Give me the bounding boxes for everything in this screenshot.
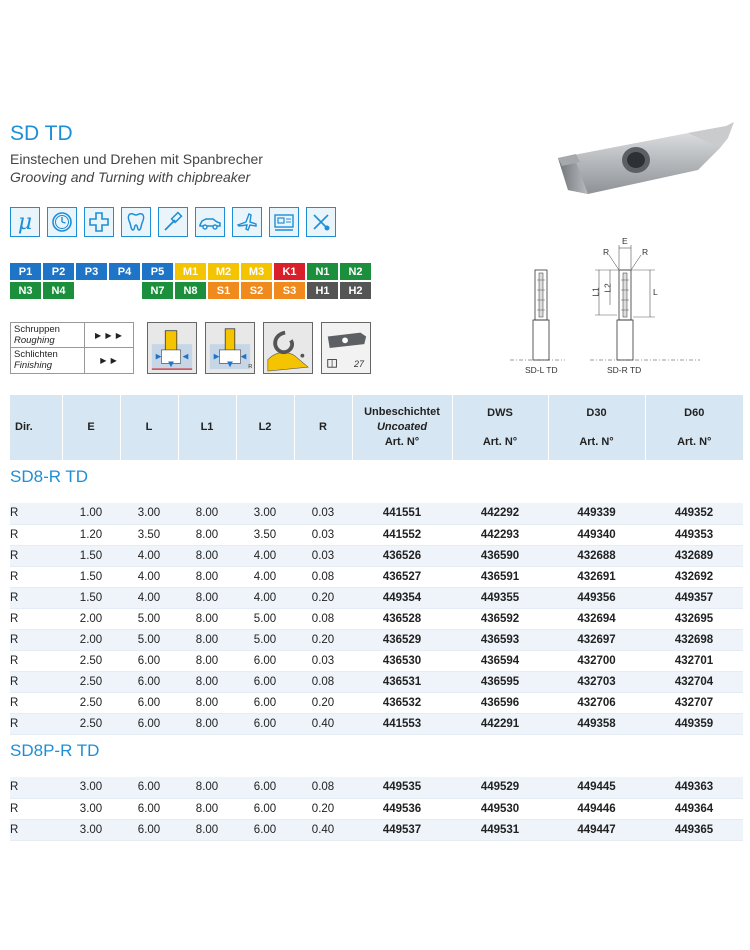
table-row bbox=[10, 650, 743, 671]
table-cell: 8.00 bbox=[178, 650, 236, 671]
material-h2: H2 bbox=[340, 282, 371, 299]
grooving-operation-image bbox=[147, 322, 197, 374]
turning-operation-image bbox=[205, 322, 255, 374]
svg-text:R: R bbox=[248, 364, 253, 371]
table-cell: R bbox=[10, 650, 62, 671]
table-cell: 5.00 bbox=[236, 629, 294, 650]
material-p2: P2 bbox=[43, 263, 74, 280]
sd-l-td-label: SD-L TD bbox=[525, 365, 558, 375]
table-cell: 449530 bbox=[452, 798, 548, 819]
header-l1: L1 bbox=[178, 395, 236, 460]
header-e: E bbox=[62, 395, 120, 460]
table-cell: 8.00 bbox=[178, 671, 236, 692]
article-table bbox=[10, 395, 743, 841]
table-cell: 2.50 bbox=[62, 650, 120, 671]
table-cell: R bbox=[10, 629, 62, 650]
table-cell: 449364 bbox=[645, 798, 743, 819]
table-cell: 436526 bbox=[352, 545, 452, 566]
header-l2: L2 bbox=[236, 395, 294, 460]
table-cell: 6.00 bbox=[120, 777, 178, 798]
table-cell: 0.20 bbox=[294, 587, 352, 608]
table-cell: 436596 bbox=[452, 692, 548, 713]
table-cell: 436530 bbox=[352, 650, 452, 671]
application-icons bbox=[10, 207, 336, 237]
table-cell: 8.00 bbox=[178, 524, 236, 545]
table-cell: 449353 bbox=[645, 524, 743, 545]
table-cell: 0.20 bbox=[294, 798, 352, 819]
table-cell: 449354 bbox=[352, 587, 452, 608]
table-cell: 3.00 bbox=[120, 503, 178, 524]
table-cell: R bbox=[10, 671, 62, 692]
table-cell: 449445 bbox=[548, 777, 645, 798]
table-cell: R bbox=[10, 713, 62, 734]
table-cell: 432689 bbox=[645, 545, 743, 566]
table-cell: 4.00 bbox=[236, 545, 294, 566]
table-cell: 432706 bbox=[548, 692, 645, 713]
material-m3: M3 bbox=[241, 263, 272, 280]
table-cell: 449359 bbox=[645, 713, 743, 734]
header-r: R bbox=[294, 395, 352, 460]
mode-roughing: Schruppen Roughing ▶ ▶ ▶ bbox=[11, 323, 133, 348]
table-cell: 0.20 bbox=[294, 629, 352, 650]
group-title: SD8-R TD bbox=[10, 460, 743, 494]
material-p1: P1 bbox=[10, 263, 41, 280]
table-header-row bbox=[10, 395, 743, 460]
table-cell: R bbox=[10, 503, 62, 524]
table-cell: 6.00 bbox=[236, 819, 294, 840]
table-cell: 449447 bbox=[548, 819, 645, 840]
table-cell: 1.00 bbox=[62, 503, 120, 524]
technical-drawing bbox=[505, 235, 705, 380]
table-cell: 6.00 bbox=[120, 671, 178, 692]
table-cell: 6.00 bbox=[120, 692, 178, 713]
table-cell: 3.00 bbox=[62, 777, 120, 798]
machine-icon bbox=[269, 207, 299, 237]
car-icon bbox=[195, 207, 225, 237]
table-cell: R bbox=[10, 587, 62, 608]
table-cell: 3.50 bbox=[236, 524, 294, 545]
table-body bbox=[10, 460, 743, 840]
dim-l-label: L bbox=[653, 287, 658, 297]
spacer-cell bbox=[10, 494, 743, 503]
dim-r-left-label: R bbox=[603, 247, 610, 257]
page-title: SD TD bbox=[10, 122, 73, 145]
material-p4: P4 bbox=[109, 263, 140, 280]
table-cell: 0.03 bbox=[294, 650, 352, 671]
tooth-icon bbox=[121, 207, 151, 237]
table-cell: 0.20 bbox=[294, 692, 352, 713]
material-empty bbox=[109, 282, 140, 299]
table-cell: 449535 bbox=[352, 777, 452, 798]
table-cell: 5.00 bbox=[120, 608, 178, 629]
table-cell: 2.50 bbox=[62, 692, 120, 713]
machining-mode-box bbox=[10, 322, 134, 374]
table-cell: 432691 bbox=[548, 566, 645, 587]
table-cell: 449529 bbox=[452, 777, 548, 798]
material-p5: P5 bbox=[142, 263, 173, 280]
table-cell: 432688 bbox=[548, 545, 645, 566]
material-h1: H1 bbox=[307, 282, 338, 299]
spacer-row bbox=[10, 768, 743, 777]
table-cell: 0.03 bbox=[294, 524, 352, 545]
subtitle-english: Grooving and Turning with chipbreaker bbox=[10, 169, 251, 185]
table-cell: 8.00 bbox=[178, 777, 236, 798]
table-cell: 6.00 bbox=[236, 713, 294, 734]
table-cell: 0.03 bbox=[294, 545, 352, 566]
material-k1: K1 bbox=[274, 263, 305, 280]
table-cell: R bbox=[10, 608, 62, 629]
finishing-arrows: ▶ ▶ bbox=[100, 356, 118, 365]
material-n4: N4 bbox=[43, 282, 74, 299]
table-cell: 0.08 bbox=[294, 671, 352, 692]
table-cell: 449446 bbox=[548, 798, 645, 819]
table-cell: 436594 bbox=[452, 650, 548, 671]
table-cell: 449363 bbox=[645, 777, 743, 798]
table-cell: 436590 bbox=[452, 545, 548, 566]
material-n1: N1 bbox=[307, 263, 338, 280]
screwdriver-icon bbox=[158, 207, 188, 237]
subtitle-german: Einstechen und Drehen mit Spanbrecher bbox=[10, 151, 263, 167]
group-title-row bbox=[10, 734, 743, 768]
table-cell: 449339 bbox=[548, 503, 645, 524]
table-cell: 0.08 bbox=[294, 608, 352, 629]
material-p3: P3 bbox=[76, 263, 107, 280]
material-row-2 bbox=[10, 282, 374, 299]
table-cell: 6.00 bbox=[236, 671, 294, 692]
table-cell: 8.00 bbox=[178, 566, 236, 587]
table-cell: 436529 bbox=[352, 629, 452, 650]
material-empty bbox=[76, 282, 107, 299]
material-s3: S3 bbox=[274, 282, 305, 299]
table-cell: 432698 bbox=[645, 629, 743, 650]
table-cell: 8.00 bbox=[178, 545, 236, 566]
table-cell: 4.00 bbox=[120, 545, 178, 566]
table-cell: 1.50 bbox=[62, 587, 120, 608]
table-cell: 432694 bbox=[548, 608, 645, 629]
table-cell: 0.08 bbox=[294, 777, 352, 798]
insert-product-image bbox=[548, 118, 738, 198]
table-cell: 8.00 bbox=[178, 819, 236, 840]
table-cell: 6.00 bbox=[120, 713, 178, 734]
group-title: SD8P-R TD bbox=[10, 734, 743, 768]
airplane-icon bbox=[232, 207, 262, 237]
material-grid bbox=[10, 263, 374, 301]
table-cell: 1.50 bbox=[62, 545, 120, 566]
table-cell: 436527 bbox=[352, 566, 452, 587]
table-row bbox=[10, 777, 743, 798]
table-cell: 1.50 bbox=[62, 566, 120, 587]
table-cell: 432707 bbox=[645, 692, 743, 713]
table-cell: 8.00 bbox=[178, 503, 236, 524]
mode-finishing: Schlichten Finishing ▶ ▶ bbox=[11, 348, 133, 373]
table-cell: 432697 bbox=[548, 629, 645, 650]
table-cell: 4.00 bbox=[236, 587, 294, 608]
table-cell: R bbox=[10, 545, 62, 566]
table-cell: 436531 bbox=[352, 671, 452, 692]
table-cell: 8.00 bbox=[178, 692, 236, 713]
table-cell: 432703 bbox=[548, 671, 645, 692]
table-cell: 1.20 bbox=[62, 524, 120, 545]
table-cell: 449531 bbox=[452, 819, 548, 840]
table-cell: 2.00 bbox=[62, 608, 120, 629]
material-m1: M1 bbox=[175, 263, 206, 280]
tools-icon bbox=[306, 207, 336, 237]
table-cell: 8.00 bbox=[178, 798, 236, 819]
table-cell: 2.50 bbox=[62, 713, 120, 734]
table-cell: 5.00 bbox=[236, 608, 294, 629]
medical-cross-icon bbox=[84, 207, 114, 237]
table-cell: 441551 bbox=[352, 503, 452, 524]
table-cell: 8.00 bbox=[178, 587, 236, 608]
table-cell: 6.00 bbox=[120, 798, 178, 819]
table-cell: 4.00 bbox=[120, 587, 178, 608]
table-row bbox=[10, 692, 743, 713]
table-cell: R bbox=[10, 819, 62, 840]
table-cell: 4.00 bbox=[120, 566, 178, 587]
table-cell: 432704 bbox=[645, 671, 743, 692]
material-s2: S2 bbox=[241, 282, 272, 299]
table-cell: 3.00 bbox=[236, 503, 294, 524]
table-cell: R bbox=[10, 777, 62, 798]
table-cell: 8.00 bbox=[178, 713, 236, 734]
table-cell: 449352 bbox=[645, 503, 743, 524]
group-title-row bbox=[10, 460, 743, 494]
table-cell: 3.00 bbox=[62, 819, 120, 840]
chipbreaker-image bbox=[263, 322, 313, 374]
table-cell: 436532 bbox=[352, 692, 452, 713]
sd-r-td-label: SD-R TD bbox=[607, 365, 642, 375]
header-dws: DWS Art. N° bbox=[452, 395, 548, 460]
table-cell: 6.00 bbox=[236, 692, 294, 713]
table-cell: 441552 bbox=[352, 524, 452, 545]
table-row bbox=[10, 713, 743, 734]
dim-e-label: E bbox=[622, 236, 628, 246]
roughing-arrows: ▶ ▶ ▶ bbox=[95, 330, 123, 340]
dim-l2-label: L2 bbox=[602, 283, 613, 293]
table-cell: 6.00 bbox=[236, 798, 294, 819]
micro-mu-icon: μ bbox=[10, 207, 40, 237]
table-row bbox=[10, 629, 743, 650]
material-n2: N2 bbox=[340, 263, 371, 280]
table-row bbox=[10, 524, 743, 545]
table-cell: 5.00 bbox=[120, 629, 178, 650]
table-cell: 442291 bbox=[452, 713, 548, 734]
material-s1: S1 bbox=[208, 282, 239, 299]
spacer-cell bbox=[10, 768, 743, 777]
table-row bbox=[10, 566, 743, 587]
table-cell: 4.00 bbox=[236, 566, 294, 587]
watch-icon bbox=[47, 207, 77, 237]
table-cell: 6.00 bbox=[120, 650, 178, 671]
material-row-1 bbox=[10, 263, 374, 280]
reference-page-number: 27 bbox=[354, 359, 365, 369]
table-cell: 449365 bbox=[645, 819, 743, 840]
table-cell: 449536 bbox=[352, 798, 452, 819]
table-row bbox=[10, 608, 743, 629]
table-cell: 2.50 bbox=[62, 671, 120, 692]
table-cell: R bbox=[10, 566, 62, 587]
table-cell: 449537 bbox=[352, 819, 452, 840]
table-cell: 432701 bbox=[645, 650, 743, 671]
table-cell: 0.08 bbox=[294, 566, 352, 587]
table-cell: 3.00 bbox=[62, 798, 120, 819]
header-dir: Dir. bbox=[10, 395, 62, 460]
operation-images bbox=[147, 322, 371, 374]
header-d60: D60 Art. N° bbox=[645, 395, 743, 460]
table-cell: 432692 bbox=[645, 566, 743, 587]
table-row bbox=[10, 798, 743, 819]
dim-r-right-label: R bbox=[642, 247, 649, 257]
table-row bbox=[10, 503, 743, 524]
header-d30: D30 Art. N° bbox=[548, 395, 645, 460]
table-cell: R bbox=[10, 524, 62, 545]
table-cell: 442292 bbox=[452, 503, 548, 524]
table-row bbox=[10, 819, 743, 840]
table-row bbox=[10, 587, 743, 608]
table-cell: 442293 bbox=[452, 524, 548, 545]
header-l: L bbox=[120, 395, 178, 460]
dim-l1-label: L1 bbox=[590, 287, 601, 297]
table-cell: 6.00 bbox=[236, 650, 294, 671]
table-cell: 436591 bbox=[452, 566, 548, 587]
table-cell: 2.00 bbox=[62, 629, 120, 650]
table-cell: 0.40 bbox=[294, 819, 352, 840]
material-n8: N8 bbox=[175, 282, 206, 299]
table-cell: 3.50 bbox=[120, 524, 178, 545]
table-cell: 8.00 bbox=[178, 608, 236, 629]
table-row bbox=[10, 545, 743, 566]
table-cell: 0.40 bbox=[294, 713, 352, 734]
table-row bbox=[10, 671, 743, 692]
table-cell: 436595 bbox=[452, 671, 548, 692]
table-cell: 449340 bbox=[548, 524, 645, 545]
table-cell: R bbox=[10, 798, 62, 819]
catalog-reference-image bbox=[321, 322, 371, 374]
table-cell: 449355 bbox=[452, 587, 548, 608]
header-uncoated: Unbeschichtet Uncoated Art. N° bbox=[352, 395, 452, 460]
material-m2: M2 bbox=[208, 263, 239, 280]
table-cell: 0.03 bbox=[294, 503, 352, 524]
material-n7: N7 bbox=[142, 282, 173, 299]
table-cell: 432695 bbox=[645, 608, 743, 629]
table-cell: 436593 bbox=[452, 629, 548, 650]
table-cell: 436592 bbox=[452, 608, 548, 629]
table-cell: 432700 bbox=[548, 650, 645, 671]
material-n3: N3 bbox=[10, 282, 41, 299]
table-cell: 6.00 bbox=[236, 777, 294, 798]
table-cell: 441553 bbox=[352, 713, 452, 734]
table-cell: 8.00 bbox=[178, 629, 236, 650]
table-cell: 449358 bbox=[548, 713, 645, 734]
table-cell: 436528 bbox=[352, 608, 452, 629]
table-cell: 449356 bbox=[548, 587, 645, 608]
table-cell: R bbox=[10, 692, 62, 713]
spacer-row bbox=[10, 494, 743, 503]
table-cell: 449357 bbox=[645, 587, 743, 608]
table-cell: 6.00 bbox=[120, 819, 178, 840]
